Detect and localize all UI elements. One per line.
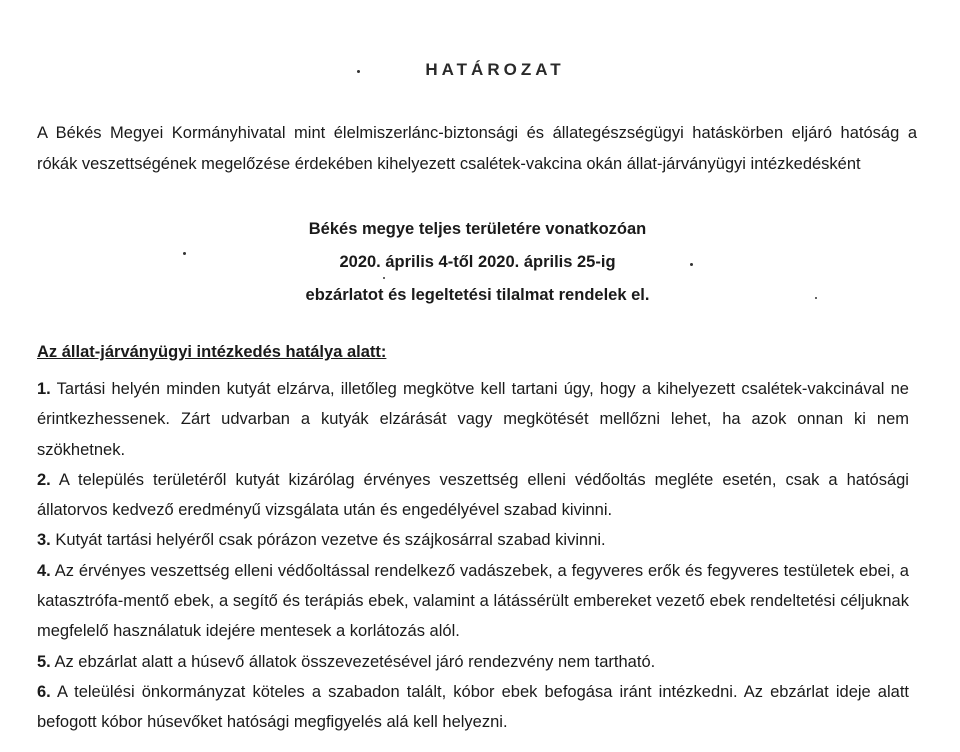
item-text: Kutyát tartási helyéről csak pórázon vezetve és szájkosárral szabad kivinni. xyxy=(55,531,606,550)
item-number: 2. xyxy=(37,470,51,489)
list-item xyxy=(37,556,909,647)
item-text: Tartási helyén minden kutyát elzárva, illetőleg megkötve kell tartani úgy, hogy a kihelyezett csalétek-vakcinával ne érintkezhessenek. Zárt udvarban a kutyák elzárását vagy megkötését mellőzni lehet, ha azok onnan ki nem szökhetnek. xyxy=(37,380,909,459)
item-number: 6. xyxy=(37,682,51,701)
item-number: 4. xyxy=(37,561,51,580)
item-text: A település területéről kutyát kizárólag érvényes veszettség elleni védőoltás megléte esetén, csak a hatósági állatorvos kedvező eredményű vizsgálata után és engedélyével szabad kivinni. xyxy=(37,470,909,520)
list-item xyxy=(37,374,909,465)
list-item xyxy=(37,647,909,677)
item-number: 5. xyxy=(37,652,51,671)
item-text: A teleülési önkormányzat köteles a szabadon talált, kóbor ebek befogása iránt intézkedni. Az ebzárlat ideje alatt befogott kóbor húsevőket hatósági megfigyelés alá kell helyezni. xyxy=(37,682,909,732)
item-text: Az érvényes veszettség elleni védőoltással rendelkező vadászebek, a fegyveres erők és fegyveres testületek ebei, a katasztrófa-mentő ebek, a segítő és terápiás ebek, valamint a látássérült embereket vezető ebek rendeltetési céljuknak megfelelő használatuk idejére mentesek a korlátozás alól. xyxy=(37,561,909,641)
decree-block xyxy=(0,213,955,312)
decree-line-period: 2020. április 4-től 2020. április 25-ig xyxy=(339,253,616,271)
list-item xyxy=(37,525,909,555)
document-title: HATÁROZAT xyxy=(425,60,565,79)
intro-paragraph: A Békés Megyei Kormányhivatal mint élelmiszerlánc-biztonsági és állategészségügyi hatáskörben eljáró hatóság a rókák veszettségének megelőzése érdekében kihelyezett csalétek-vakcina okán állat-járványügyi intézkedésként xyxy=(37,124,917,173)
list-item xyxy=(37,677,909,738)
section-heading: Az állat-járványügyi intézkedés hatálya alatt: xyxy=(37,343,387,361)
decree-line-measure: ebzárlatot és legeltetési tilalmat rendelek el. xyxy=(305,286,650,304)
item-number: 3. xyxy=(37,531,51,550)
measures-list xyxy=(37,374,909,738)
list-item xyxy=(37,465,909,526)
item-number: 1. xyxy=(37,380,51,398)
decree-line-scope: Békés megye teljes területére vonatkozóan xyxy=(308,220,647,238)
item-text: Az ebzárlat alatt a húsevő állatok összevezetésével járó rendezvény nem tartható. xyxy=(54,652,656,671)
